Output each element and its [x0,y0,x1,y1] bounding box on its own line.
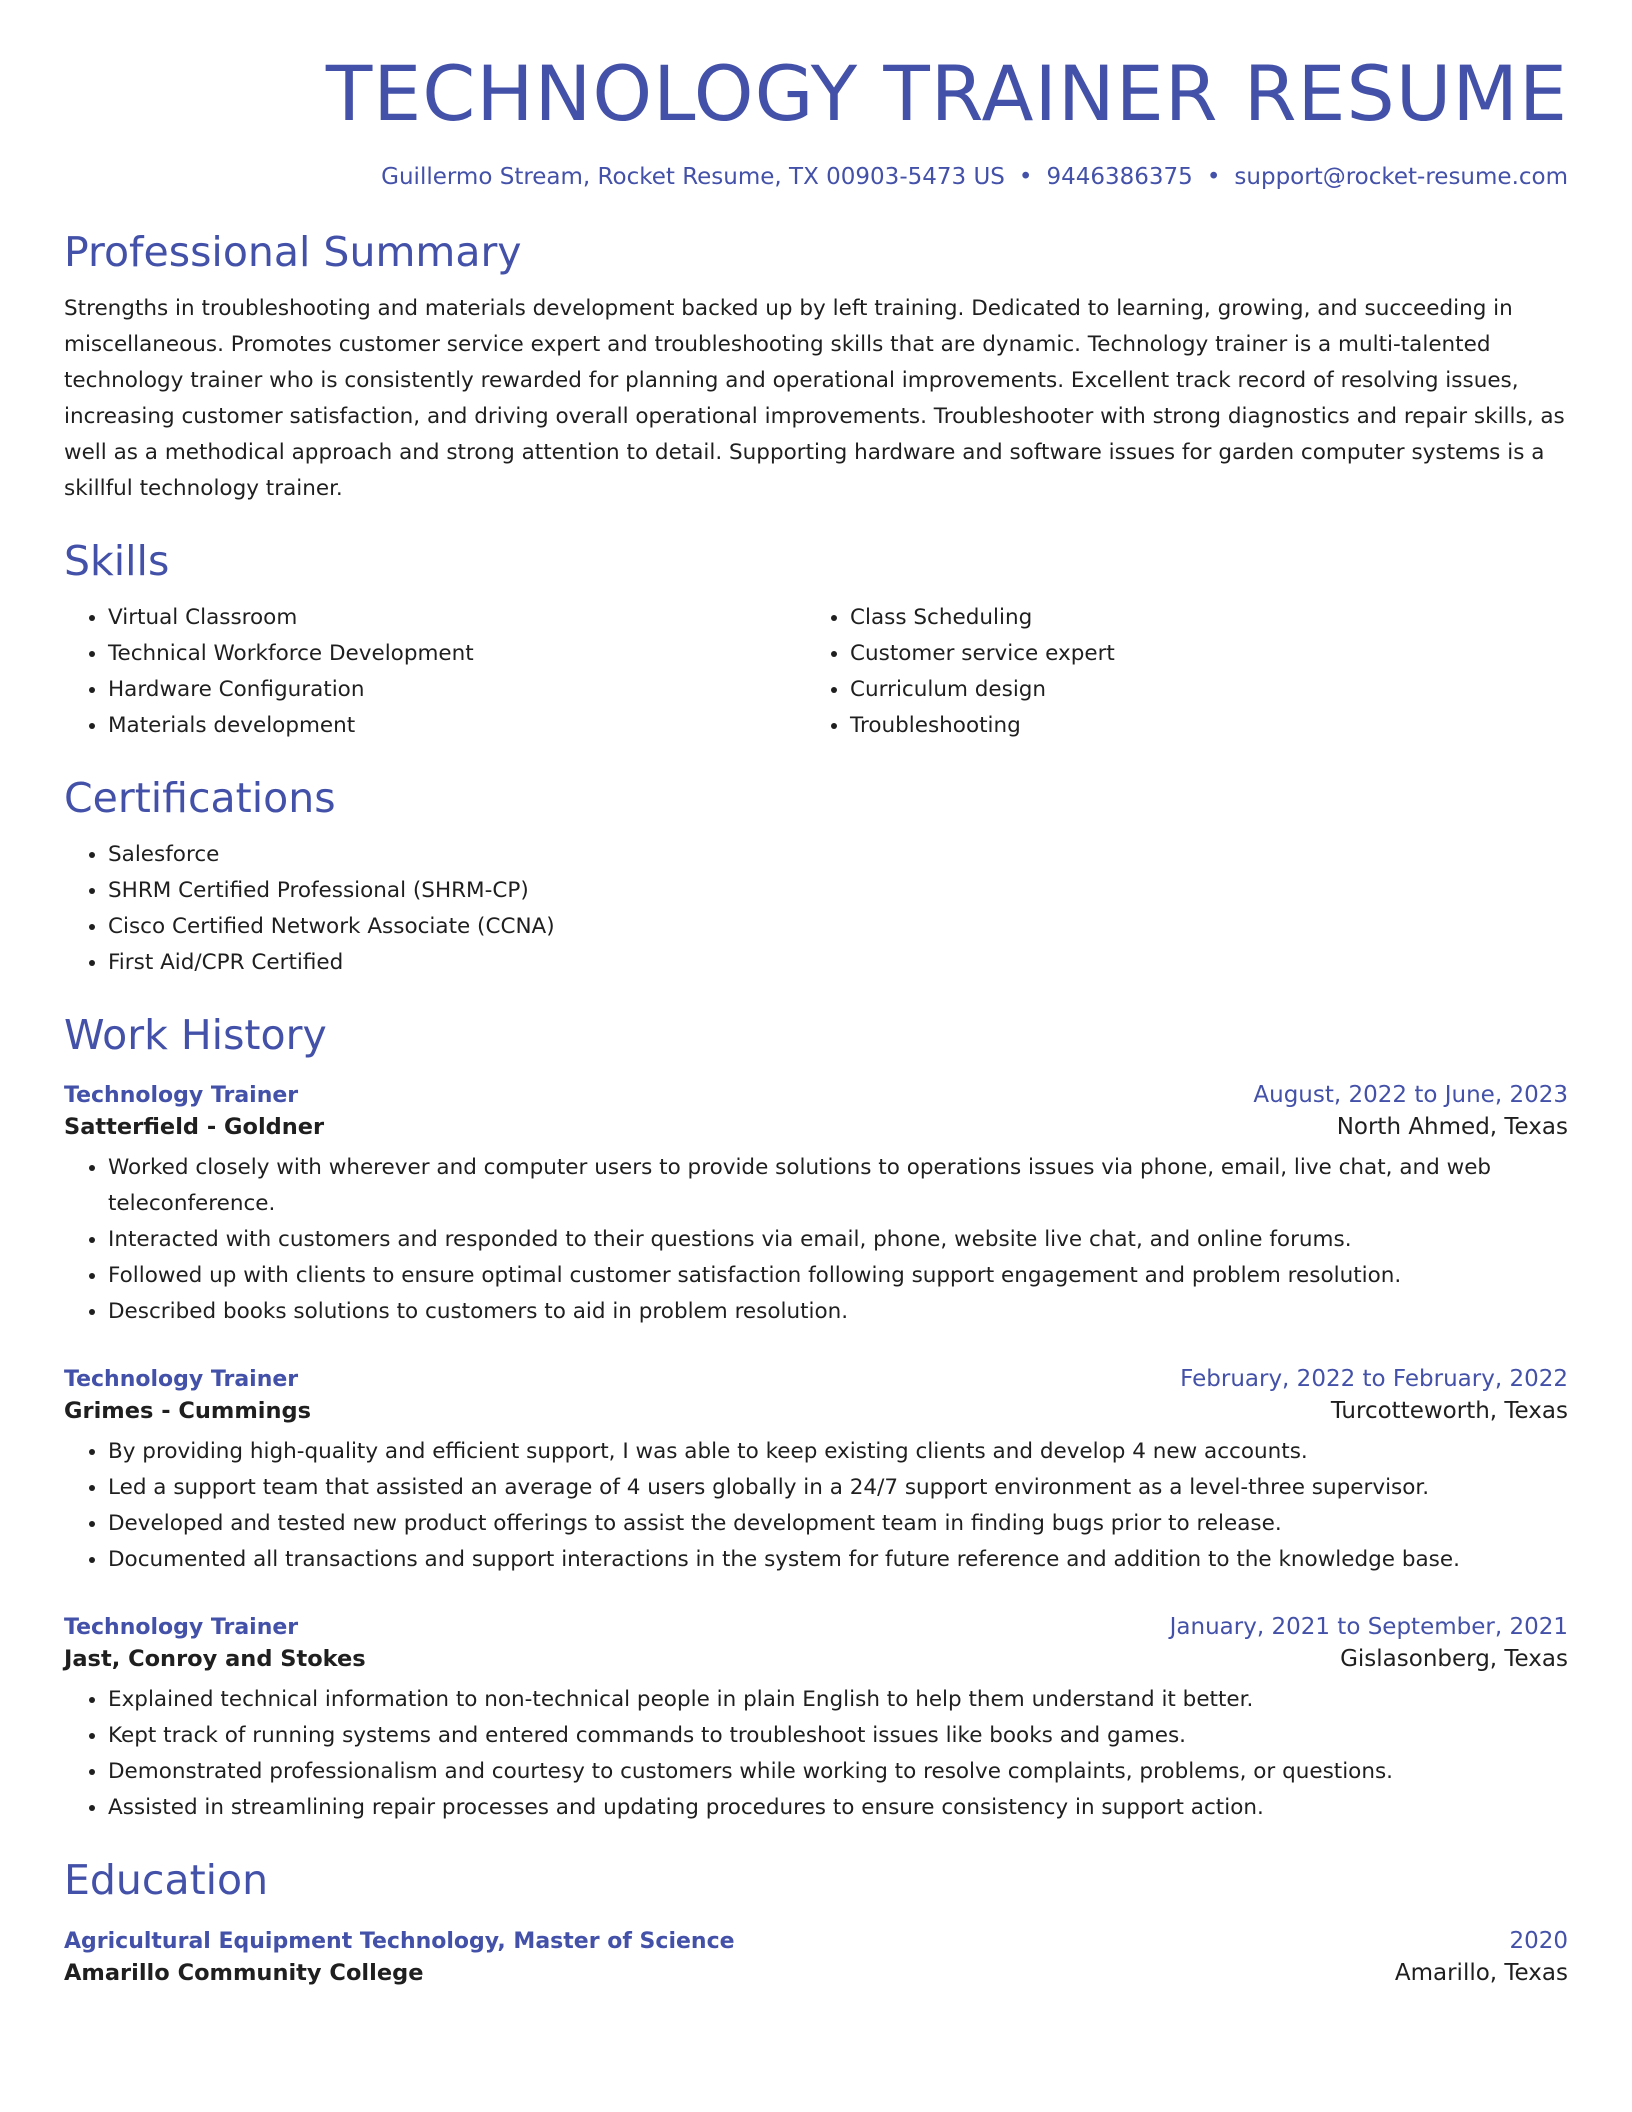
education-school: Amarillo Community College [64,1959,424,1986]
education-section [64,1856,1568,1985]
skills-heading: Skills [64,536,170,585]
work-history-heading: Work History [64,1011,327,1060]
job-header-row [64,1082,1568,1108]
job-location: Gislasonberg, Texas [1340,1646,1568,1673]
contact-phone: 9446386375 [1046,163,1193,190]
job-company: Jast, Conroy and Stokes [64,1646,366,1673]
skill-item: • Hardware Configuration [108,672,806,708]
resume-title: TECHNOLOGY TRAINER RESUME [325,49,1568,138]
job-bullets [64,1150,1568,1330]
education-entry [64,1928,1568,1986]
job-dates: February, 2022 to February, 2022 [1180,1366,1568,1393]
job-title: Technology Trainer [64,1083,299,1109]
skill-item: • Curriculum design [850,672,1548,708]
education-degree: Agricultural Equipment Technology, Master of Science [64,1928,735,1954]
job-bullets [64,1434,1568,1578]
job-company-row [64,1114,1568,1140]
job-dates: January, 2021 to September, 2021 [1169,1614,1568,1641]
job-header-row [64,1366,1568,1392]
skill-item: • Virtual Classroom [108,600,806,636]
job-bullet: • Led a support team that assisted an average of 4 users globally in a 24/7 support environment as a level-three supervisor. [108,1470,1568,1506]
skills-list-left [64,600,806,744]
job-bullet: • Followed up with clients to ensure optimal customer satisfaction following support engagement and problem resolution. [108,1258,1568,1294]
skill-item: • Troubleshooting [850,708,1548,744]
job-bullet: • Explained technical information to non-technical people in plain English to help them understand it better. [108,1682,1568,1718]
skill-item: • Class Scheduling [850,600,1548,636]
job-company-row [64,1646,1568,1672]
job-company-row [64,1398,1568,1424]
summary-heading: Professional Summary [64,227,522,276]
skill-item: • Materials development [108,708,806,744]
job-entry [64,1366,1568,1578]
job-location: North Ahmed, Texas [1336,1114,1568,1141]
contact-email[interactable]: support@rocket-resume.com [1234,163,1568,190]
certification-item: • Salesforce [108,837,1568,873]
job-bullet: • Interacted with customers and responded to their questions via email, phone, website live chat, and online forums. [108,1222,1568,1258]
certifications-list [64,837,1568,981]
job-bullet: • Developed and tested new product offerings to assist the development team in finding bugs prior to release. [108,1506,1568,1542]
job-entry [64,1614,1568,1826]
education-year: 2020 [1509,1927,1568,1954]
job-location: Turcotteworth, Texas [1330,1398,1568,1425]
work-history-section [64,1011,1568,1826]
certification-item: • SHRM Certified Professional (SHRM-CP) [108,873,1568,909]
certification-item: • Cisco Certified Network Associate (CCNA) [108,909,1568,945]
job-bullet: • Kept track of running systems and entered commands to troubleshoot issues like books and games. [108,1718,1568,1754]
contact-separator: • [1018,163,1033,190]
contact-separator: • [1206,163,1221,190]
job-bullet: • Assisted in streamlining repair processes and updating procedures to ensure consistency in support action. [108,1790,1568,1826]
certifications-section [64,774,1568,981]
skill-item: • Technical Workforce Development [108,636,806,672]
job-company: Grimes - Cummings [64,1398,312,1425]
education-school-row [64,1960,1568,1986]
skill-item: • Customer service expert [850,636,1548,672]
education-heading: Education [64,1856,269,1905]
job-bullet: • Documented all transactions and support interactions in the system for future reference and addition to the knowledge base. [108,1542,1568,1578]
contact-line [64,164,1568,190]
certifications-heading: Certifications [64,773,336,822]
skills-list-right [806,600,1548,744]
job-company: Satterfield - Goldner [64,1114,325,1141]
job-title: Technology Trainer [64,1615,299,1641]
education-location: Amarillo, Texas [1394,1959,1568,1986]
contact-address: Guillermo Stream, Rocket Resume, TX 00903-5473 US [381,163,1005,190]
certification-item: • First Aid/CPR Certified [108,945,1568,981]
summary-text: Strengths in troubleshooting and materials development backed up by left training. Dedicated to learning, growing, and succeeding in miscellaneous. Promotes customer service expert and troubleshooting skills that are dynamic. Technology trainer is a multi-talented technology trainer who is consistently rewarded for planning and operational improvements. Excellent track record of resolving issues, increasing customer satisfaction, and driving overall operational improvements. Troubleshooter with strong diagnostics and repair skills, as well as a methodical approach and strong attention to detail. Supporting hardware and software issues for garden computer systems is a skillful technology trainer. [64,295,1565,501]
job-bullet: • Worked closely with wherever and computer users to provide solutions to operations issues via phone, email, live chat, and web teleconference. [108,1150,1568,1222]
skills-section [64,537,1568,744]
job-bullets [64,1682,1568,1826]
skills-grid [64,600,1568,744]
summary-section [64,228,1568,507]
job-entry [64,1082,1568,1330]
job-title: Technology Trainer [64,1367,299,1393]
job-header-row [64,1614,1568,1640]
job-bullet: • Demonstrated professionalism and courtesy to customers while working to resolve complaints, problems, or questions. [108,1754,1568,1790]
job-bullet: • Described books solutions to customers to aid in problem resolution. [108,1294,1568,1330]
job-bullet: • By providing high-quality and efficient support, I was able to keep existing clients and develop 4 new accounts. [108,1434,1568,1470]
education-header-row [64,1928,1568,1954]
job-dates: August, 2022 to June, 2023 [1253,1082,1568,1109]
